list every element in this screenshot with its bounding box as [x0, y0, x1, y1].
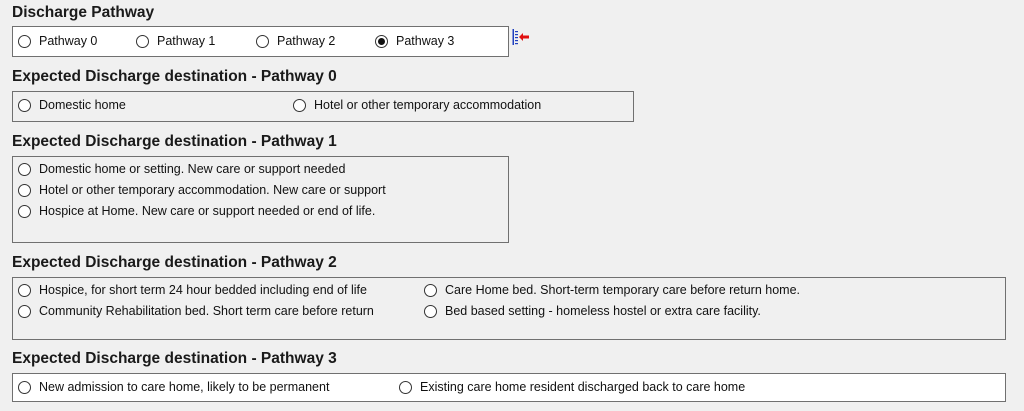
radio-label: Pathway 0: [39, 34, 98, 48]
clear-selection-button[interactable]: [512, 28, 530, 46]
radio-pathway-0[interactable]: [18, 34, 97, 48]
radio-icon[interactable]: [18, 305, 31, 318]
radio-existing-resident[interactable]: [399, 380, 745, 394]
radio-domestic-home-new-care[interactable]: [18, 162, 345, 176]
radio-label: Hotel or other temporary accommodation: [314, 98, 542, 112]
clear-selection-icon: [512, 28, 530, 46]
radio-bed-based-setting[interactable]: [424, 304, 761, 318]
radio-icon[interactable]: [18, 184, 31, 197]
radio-hotel-new-care[interactable]: [18, 183, 386, 197]
radio-label: New admission to care home, likely to be permanent: [39, 380, 330, 394]
radio-icon[interactable]: [18, 284, 31, 297]
radio-checked-icon[interactable]: [375, 35, 388, 48]
radio-label: Community Rehabilitation bed. Short term care before return: [39, 304, 374, 318]
radio-icon[interactable]: [18, 35, 31, 48]
radio-community-rehab[interactable]: [18, 304, 374, 318]
radio-icon[interactable]: [293, 99, 306, 112]
discharge-pathway-group: [12, 26, 509, 57]
pathway-3-heading: Expected Discharge destination - Pathway 3: [12, 350, 337, 367]
radio-label: Hospice, for short term 24 hour bedded including end of life: [39, 283, 367, 297]
radio-hospice-at-home[interactable]: [18, 204, 375, 218]
radio-icon[interactable]: [18, 381, 31, 394]
radio-label: Pathway 1: [157, 34, 216, 48]
radio-label: Bed based setting - homeless hostel or extra care facility.: [445, 304, 761, 318]
radio-label: Domestic home or setting. New care or support needed: [39, 162, 346, 176]
pathway-2-heading: Expected Discharge destination - Pathway 2: [12, 254, 337, 271]
pathway-0-group: [12, 91, 634, 122]
radio-icon[interactable]: [399, 381, 412, 394]
discharge-pathway-heading: Discharge Pathway: [12, 4, 155, 21]
radio-domestic-home[interactable]: [18, 98, 126, 112]
radio-pathway-3[interactable]: [375, 34, 454, 48]
radio-hotel-temporary[interactable]: [293, 98, 541, 112]
pathway-3-group: [12, 373, 1006, 402]
radio-label: Pathway 3: [396, 34, 455, 48]
pathway-2-group: [12, 277, 1006, 340]
radio-icon[interactable]: [424, 284, 437, 297]
radio-icon[interactable]: [136, 35, 149, 48]
radio-new-admission-care-home[interactable]: [18, 380, 329, 394]
radio-pathway-2[interactable]: [256, 34, 335, 48]
radio-label: Hotel or other temporary accommodation. New care or support: [39, 183, 386, 197]
radio-care-home-short-term[interactable]: [424, 283, 800, 297]
radio-label: Existing care home resident discharged back to care home: [420, 380, 746, 394]
radio-icon[interactable]: [256, 35, 269, 48]
radio-pathway-1[interactable]: [136, 34, 215, 48]
radio-icon[interactable]: [424, 305, 437, 318]
pathway-0-heading: Expected Discharge destination - Pathway 0: [12, 68, 337, 85]
radio-icon[interactable]: [18, 205, 31, 218]
radio-icon[interactable]: [18, 163, 31, 176]
radio-label: Pathway 2: [277, 34, 336, 48]
radio-label: Care Home bed. Short-term temporary care before return home.: [445, 283, 801, 297]
radio-icon[interactable]: [18, 99, 31, 112]
radio-label: Hospice at Home. New care or support needed or end of life.: [39, 204, 376, 218]
pathway-1-group: [12, 156, 509, 243]
radio-hospice-short-term[interactable]: [18, 283, 367, 297]
pathway-1-heading: Expected Discharge destination - Pathway 1: [12, 133, 337, 150]
radio-label: Domestic home: [39, 98, 126, 112]
